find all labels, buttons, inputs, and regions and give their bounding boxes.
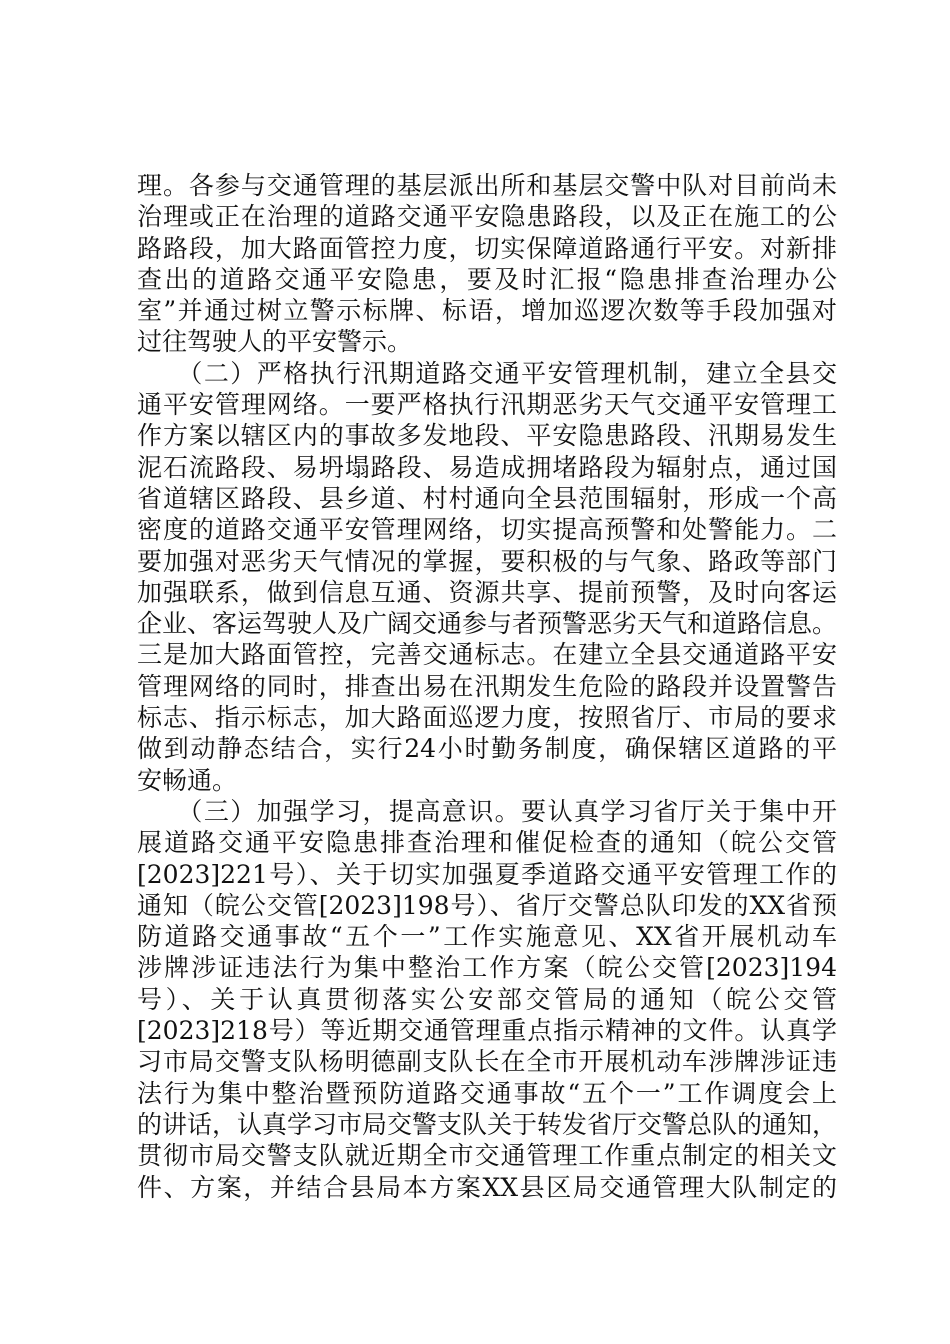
text-line: 涉牌涉证违法行为集中整治工作方案（皖公交管[2023]194	[137, 953, 837, 983]
text-line: （二）严格执行汛期道路交通平安管理机制，建立全县交	[137, 358, 837, 388]
text-line: 标志、指示标志，加大路面巡逻力度，按照省厅、市局的要求	[137, 703, 837, 733]
text-line: 做到动静态结合，实行24小时勤务制度，确保辖区道路的平	[137, 734, 837, 764]
text-line: 路路段，加大路面管控力度，切实保障道路通行平安。对新排	[137, 233, 837, 263]
text-line: 泥石流路段、易坍塌路段、易造成拥堵路段为辐射点，通过国	[137, 452, 837, 482]
text-line: （三）加强学习，提高意识。要认真学习省厅关于集中开	[137, 796, 837, 826]
text-line: 的讲话，认真学习市局交警支队关于转发省厅交警总队的通知，	[137, 1109, 838, 1139]
text-line: [2023]221号）、关于切实加强夏季道路交通平安管理工作的	[137, 859, 837, 889]
text-line: 安畅通。	[137, 765, 238, 795]
text-line: 贯彻市局交警支队就近期全市交通管理工作重点制定的相关文	[137, 1141, 837, 1171]
text-line: 密度的道路交通平安管理网络，切实提高预警和处警能力。二	[137, 515, 837, 545]
text-line: 过往驾驶人的平安警示。	[137, 327, 413, 357]
body-text	[137, 170, 837, 1203]
text-line: 防道路交通事故“五个一”工作实施意见、XX省开展机动车	[137, 922, 837, 952]
text-line: 要加强对恶劣天气情况的掌握，要积极的与气象、路政等部门	[137, 546, 837, 576]
text-line: 查出的道路交通平安隐患，要及时汇报“隐患排查治理办公	[137, 264, 837, 294]
text-line: 加强联系，做到信息互通、资源共享、提前预警，及时向客运	[137, 577, 837, 607]
text-line: 理。各参与交通管理的基层派出所和基层交警中队对目前尚未	[137, 171, 837, 200]
text-line: 企业、客运驾驶人及广阔交通参与者预警恶劣天气和道路信息。	[137, 609, 838, 639]
text-line: [2023]218号）等近期交通管理重点指示精神的文件。认真学	[137, 1016, 837, 1046]
text-line: 省道辖区路段、县乡道、村村通向全县范围辐射，形成一个高	[137, 483, 837, 513]
text-line: 作方案以辖区内的事故多发地段、平安隐患路段、汛期易发生	[137, 421, 837, 451]
text-line: 习市局交警支队杨明德副支队长在全市开展机动车涉牌涉证违	[137, 1047, 837, 1077]
text-line: 件、方案，并结合县局本方案XX县区局交通管理大队制定的	[137, 1172, 837, 1202]
text-line: 室”并通过树立警示标牌、标语，增加巡逻次数等手段加强对	[137, 296, 837, 326]
text-line: 管理网络的同时，排查出易在汛期发生危险的路段并设置警告	[137, 671, 837, 701]
text-line: 治理或正在治理的道路交通平安隐患路段，以及正在施工的公	[137, 202, 837, 232]
text-line: 通知（皖公交管[2023]198号）、省厅交警总队印发的XX省预	[137, 890, 837, 920]
text-line: 通平安管理网络。一要严格执行汛期恶劣天气交通平安管理工	[137, 390, 837, 420]
text-line: 号）、关于认真贯彻落实公安部交管局的通知（皖公交管	[137, 984, 837, 1014]
text-line: 法行为集中整治暨预防道路交通事故“五个一”工作调度会上	[137, 1078, 837, 1108]
text-line: 三是加大路面管控，完善交通标志。在建立全县交通道路平安	[137, 640, 837, 670]
text-line: 展道路交通平安隐患排查治理和催促检查的通知（皖公交管	[137, 828, 837, 858]
